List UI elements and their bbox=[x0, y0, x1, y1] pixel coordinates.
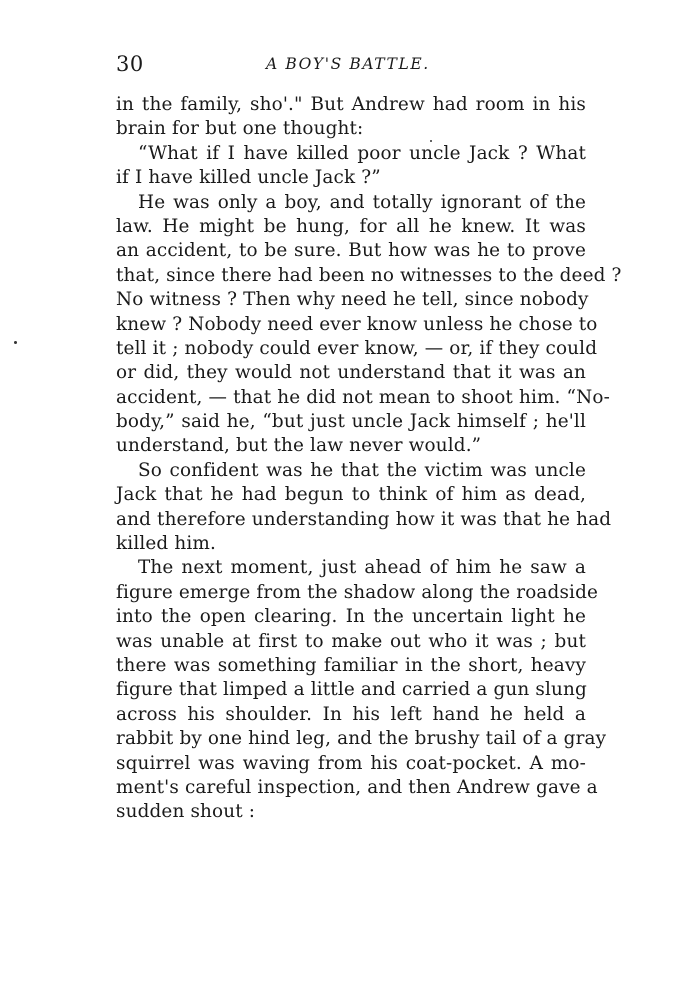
text-line: if I have killed uncle Jack ?” bbox=[116, 167, 381, 189]
text-line: brain for but one thought: bbox=[116, 118, 364, 140]
text-line: No witness ? Then why need he tell, since nobody bbox=[116, 289, 589, 311]
text-line: “What if I have killed poor uncle Jack ? What bbox=[138, 142, 586, 164]
text-line: Jack that he had begun to think of him as dead, bbox=[116, 484, 586, 506]
text-line: and therefore understanding how it was that he had bbox=[116, 508, 612, 530]
text-line: figure that limped a little and carried a gun slung bbox=[116, 679, 587, 701]
text-line: accident, — that he did not mean to shoot him. “No- bbox=[116, 386, 610, 408]
text-line: law. He might be hung, for all he knew. It was bbox=[116, 215, 586, 237]
text-line: The next moment, just ahead of him he saw a bbox=[138, 557, 586, 579]
text-line: was unable at first to make out who it was ; but bbox=[116, 630, 586, 652]
text-line: body,” said he, “but just uncle Jack himself ; he'll bbox=[116, 411, 586, 433]
text-line: squirrel was waving from his coat-pocket. A mo- bbox=[116, 752, 586, 774]
text-line: or did, they would not understand that it was an bbox=[116, 362, 586, 384]
text-line: ment's careful inspection, and then Andrew gave a bbox=[116, 776, 598, 798]
running-head bbox=[116, 52, 586, 78]
page-number: 30 bbox=[116, 52, 144, 76]
print-speck bbox=[430, 140, 432, 142]
text-line: across his shoulder. In his left hand he held a bbox=[116, 703, 586, 725]
text-line: in the family, sho'." But Andrew had room in his bbox=[116, 94, 586, 115]
text-line: killed him. bbox=[116, 533, 216, 555]
text-line: knew ? Nobody need ever know unless he chose to bbox=[116, 313, 598, 335]
text-line: an accident, to be sure. But how was he to prove bbox=[116, 240, 586, 262]
text-line: He was only a boy, and totally ignorant of the bbox=[138, 191, 586, 213]
print-speck bbox=[14, 341, 17, 344]
text-line: sudden shout : bbox=[116, 801, 256, 823]
body-text bbox=[116, 93, 622, 825]
text-line: understand, but the law never would.” bbox=[116, 435, 482, 457]
text-line: figure emerge from the shadow along the roadside bbox=[116, 581, 599, 603]
text-line: there was something familiar in the short, heavy bbox=[116, 654, 586, 676]
text-line: tell it ; nobody could ever know, — or, if they could bbox=[116, 337, 598, 359]
running-title: A BOY'S BATTLE. bbox=[266, 55, 430, 73]
text-line: into the open clearing. In the uncertain light he bbox=[116, 606, 586, 628]
text-line: that, since there had been no witnesses to the deed ? bbox=[116, 264, 622, 286]
text-line: rabbit by one hind leg, and the brushy tail of a gray bbox=[116, 728, 607, 750]
text-line: So confident was he that the victim was uncle bbox=[138, 459, 586, 481]
